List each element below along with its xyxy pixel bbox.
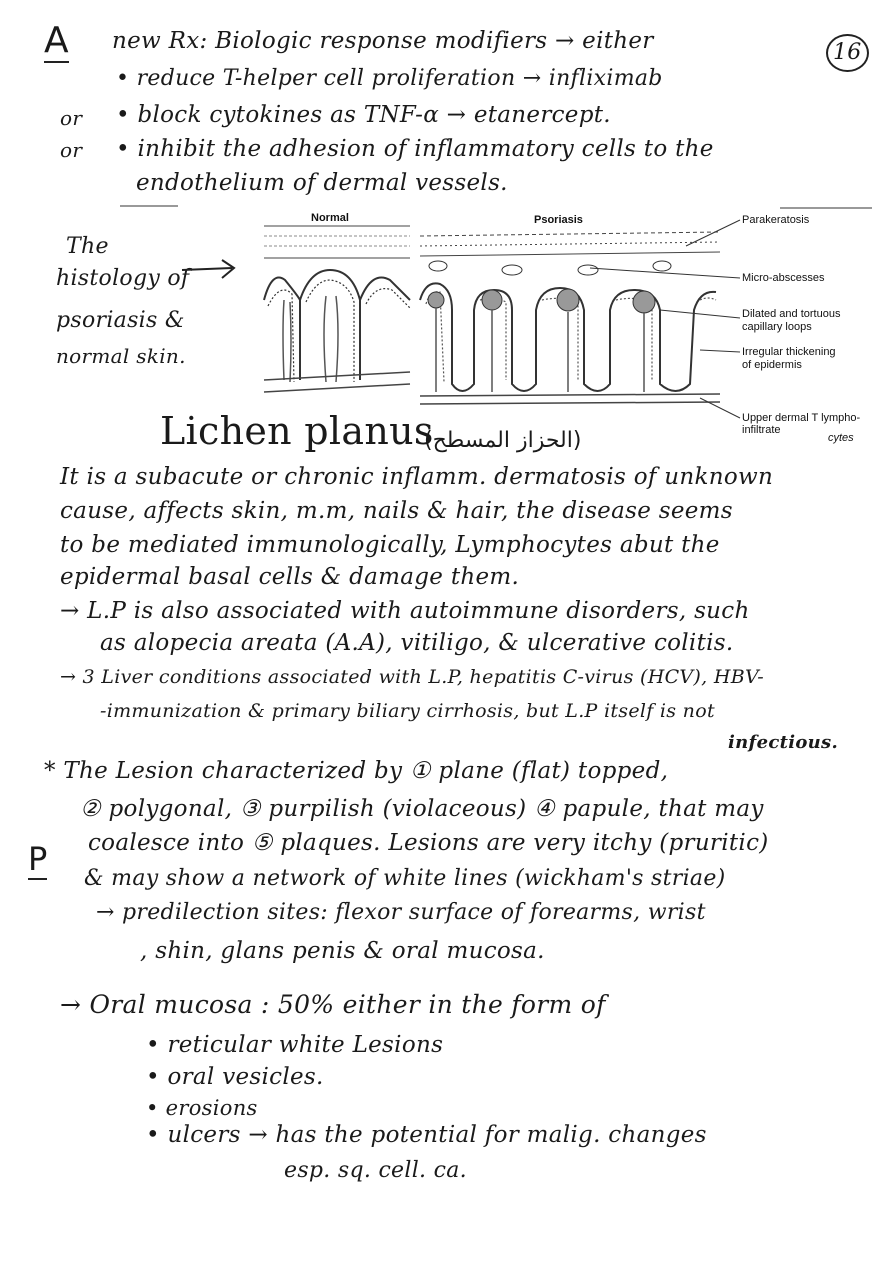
treatment-bullet: • block cytokines as TNF-α → etanercept.	[116, 102, 611, 128]
text-line: → L.P is also associated with autoimmune disorders, such	[60, 598, 750, 624]
label-upper-3: cytes	[828, 432, 854, 444]
normal-skin-panel	[264, 226, 410, 392]
caption-line: normal skin.	[56, 344, 186, 368]
text-line: cause, affects skin, m.m, nails & hair, the disease seems	[60, 498, 733, 524]
text-line: epidermal basal cells & damage them.	[60, 564, 520, 590]
section-title: Lichen planus	[160, 409, 434, 453]
text-line: & may show a network of white lines (wickham's striae)	[84, 866, 726, 891]
list-item: • oral vesicles.	[146, 1064, 324, 1090]
figure-label-psoriasis: Psoriasis	[534, 214, 583, 226]
page-number: 16	[826, 34, 869, 72]
text-line: , shin, glans penis & oral mucosa.	[140, 938, 545, 964]
text-line: as alopecia areata (A.A), vitiligo, & ulcerative colitis.	[100, 630, 734, 656]
label-dilated-2: capillary loops	[742, 321, 812, 333]
treatment-line: new Rx: Biologic response modifiers → either	[112, 28, 654, 54]
label-micro-abscesses: Micro-abscesses	[742, 272, 825, 284]
section-marker: A	[44, 20, 69, 61]
text-line: → Oral mucosa : 50% either in the form of	[60, 990, 606, 1019]
treatment-bullet: • reduce T-helper cell proliferation → infliximab	[116, 66, 663, 91]
label-upper-1: Upper dermal T lympho-	[742, 412, 861, 424]
treatment-bullet: • inhibit the adhesion of inflammatory cells to the	[116, 136, 714, 162]
label-dilated-1: Dilated and tortuous	[742, 308, 841, 320]
caption-line: psoriasis &	[56, 308, 185, 333]
label-irregular-2: of epidermis	[742, 359, 802, 371]
label-parakeratosis: Parakeratosis	[742, 214, 810, 226]
text-line: coalesce into ⑤ plaques. Lesions are very itchy (pruritic)	[88, 830, 769, 856]
arabic-title: (الحزاز المسطح)	[424, 428, 582, 453]
caption-line: The	[66, 234, 109, 259]
caption-line: histology of	[56, 266, 190, 291]
text-line: infectious.	[728, 732, 839, 753]
psoriasis-panel	[420, 220, 740, 418]
text-line: ② polygonal, ③ purpilish (violaceous) ④ papule, that may	[80, 796, 764, 822]
treatment-bullet: endothelium of dermal vessels.	[136, 170, 508, 196]
text-line: to be mediated immunologically, Lymphocytes abut the	[60, 532, 720, 558]
or-label: or	[60, 106, 83, 130]
text-line: It is a subacute or chronic inflamm. dermatosis of unknown	[60, 464, 774, 490]
text-line: esp. sq. cell. ca.	[284, 1158, 467, 1183]
histology-figure	[0, 0, 893, 460]
or-label: or	[60, 138, 83, 162]
text-line: → 3 Liver conditions associated with L.P, hepatitis C-virus (HCV), HBV-	[60, 666, 764, 688]
figure-label-normal: Normal	[311, 212, 349, 224]
side-marker: P	[28, 840, 48, 878]
text-line: * The Lesion characterized by ① plane (flat) topped,	[44, 758, 669, 784]
label-upper-2: infiltrate	[742, 424, 781, 436]
text-line: -immunization & primary biliary cirrhosis, but L.P itself is not	[100, 700, 715, 722]
list-item: • erosions	[146, 1096, 258, 1120]
text-line: → predilection sites: flexor surface of forearms, wrist	[96, 900, 706, 925]
list-item: • reticular white Lesions	[146, 1032, 444, 1058]
list-item: • ulcers → has the potential for malig. changes	[146, 1122, 707, 1148]
label-irregular-1: Irregular thickening	[742, 346, 836, 358]
